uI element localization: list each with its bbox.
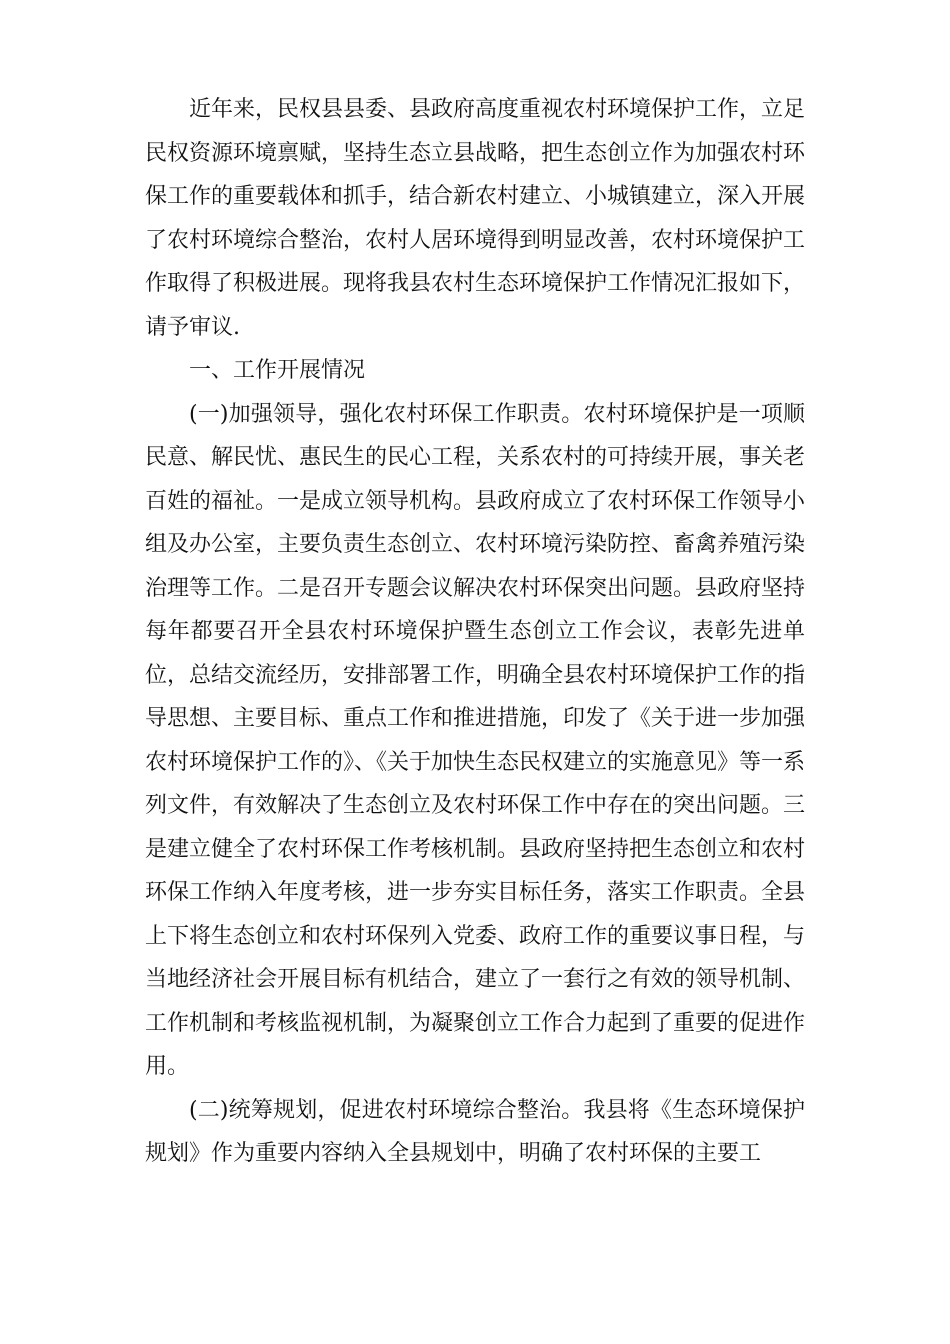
body-paragraph-leadership: (一)加强领导，强化农村环保工作职责。农村环境保护是一项顺民意、解民忧、惠民生的民心工程，关系农村的可持续开展，事关老百姓的福祉。一是成立领导机构。县政府成立了农村环保工作领导小组及办公室，主要负责生态创立、农村环境污染防控、畜禽养殖污染治理等工作。二是召开专题会议解决农村环保突出问题。县政府坚持每年都要召开全县农村环境保护暨生态创立工作会议，表彰先进单位，总结交流经历，安排部署工作，明确全县农村环境保护工作的指导思想、主要目标、重点工作和推进措施，印发了《关于进一步加强农村环境保护工作的》、《关于加快生态民权建立的实施意见》等一系列文件，有效解决了生态创立及农村环保工作中存在的突出问题。三是建立健全了农村环保工作考核机制。县政府坚持把生态创立和农村环保工作纳入年度考核，进一步夯实目标任务，落实工作职责。全县上下将生态创立和农村环保列入党委、政府工作的重要议事日程，与当地经济社会开展目标有机结合，建立了一套行之有效的领导机制、工作机制和考核监视机制，为凝聚创立工作合力起到了重要的促进作用。 xyxy=(145,401,806,1079)
body-paragraph-planning: (二)统筹规划，促进农村环境综合整治。我县将《生态环境保护规划》作为重要内容纳入全县规划中，明确了农村环保的主要工 xyxy=(145,1097,805,1166)
intro-paragraph: 近年来，民权县县委、县政府高度重视农村环境保护工作，立足民权资源环境禀赋，坚持生态立县战略，把生态创立作为加强农村环保工作的重要载体和抓手，结合新农村建立、小城镇建立，深入开展了农村环境综合整治，农村人居环境得到明显改善，农村环境保护工作取得了积极进展。现将我县农村生态环境保护工作情况汇报如下，请予审议. xyxy=(145,97,806,340)
document-body xyxy=(145,88,805,1176)
section-heading: 一、工作开展情况 xyxy=(189,358,366,383)
